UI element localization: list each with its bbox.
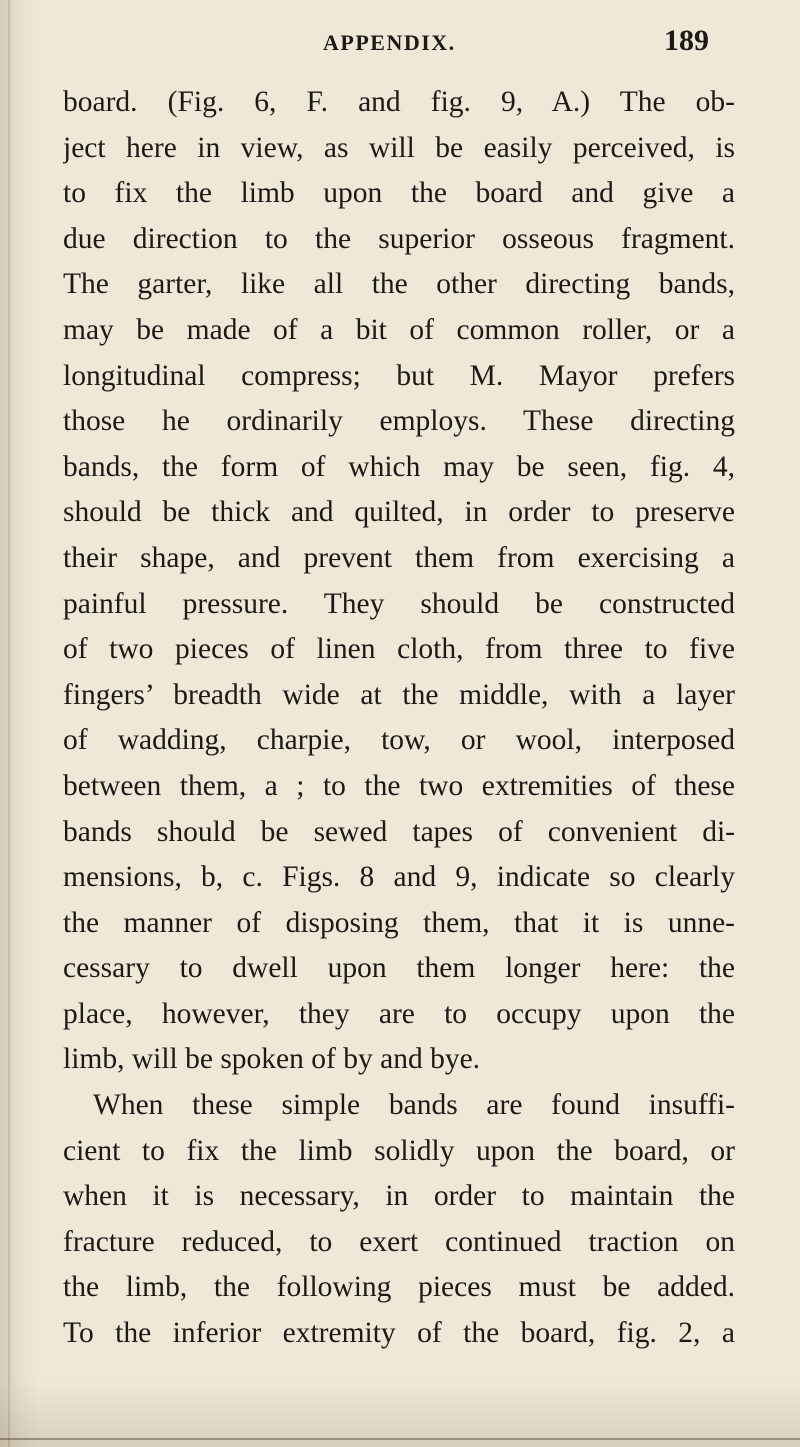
running-head: APPENDIX. [323,30,456,55]
text-line: longitudinal compress; but M. Mayor prefers [63,359,735,392]
text-line: should be thick and quilted, in order to preserve [63,496,735,529]
text-line: the limb, the following pieces must be added. [63,1271,735,1304]
text-line: cessary to dwell upon them longer here: the [63,952,735,985]
text-line: bands should be sewed tapes of convenient di- [63,815,735,848]
text-line: ject here in view, as will be easily perceived, is [63,131,735,164]
text-line: mensions, b, c. Figs. 8 and 9, indicate so clearly [63,861,735,894]
text-line: may be made of a bit of common roller, or a [63,313,735,346]
text-line: fingers’ breadth wide at the middle, with a layer [63,678,735,711]
text-line: cient to fix the limb solidly upon the board, or [63,1134,735,1167]
page-number: 189 [664,24,709,57]
text-line: fracture reduced, to exert continued traction on [63,1225,735,1258]
page-bottom-edge [0,1438,800,1440]
page-header [0,20,800,60]
text-line: limb, will be spoken of by and bye. [63,1043,481,1076]
text-line: the manner of disposing them, that it is unne- [63,906,735,939]
text-line: place, however, they are to occupy upon the [63,997,735,1030]
text-line: their shape, and prevent them from exercising a [63,541,735,574]
text-line: painful pressure. They should be constructed [63,587,735,620]
body-text [63,80,735,1357]
text-line: those he ordinarily employs. These directing [63,405,735,438]
text-line: To the inferior extremity of the board, fig. 2, a [63,1317,735,1350]
text-line: bands, the form of which may be seen, fig. 4, [63,450,735,483]
text-line: due direction to the superior osseous fragment. [63,222,735,255]
text-line: When these simple bands are found insuffi- [93,1089,735,1122]
text-line: of wadding, charpie, tow, or wool, interposed [63,724,735,757]
text-line: between them, a ; to the two extremities of these [63,769,735,802]
text-line: to fix the limb upon the board and give a [63,177,735,210]
text-line: The garter, like all the other directing bands, [63,268,735,301]
text-line: when it is necessary, in order to maintain the [63,1180,735,1213]
binding-shadow [8,0,10,1447]
text-line: board. (Fig. 6, F. and fig. 9, A.) The ob- [63,86,735,118]
text-line: of two pieces of linen cloth, from three to five [63,633,735,666]
